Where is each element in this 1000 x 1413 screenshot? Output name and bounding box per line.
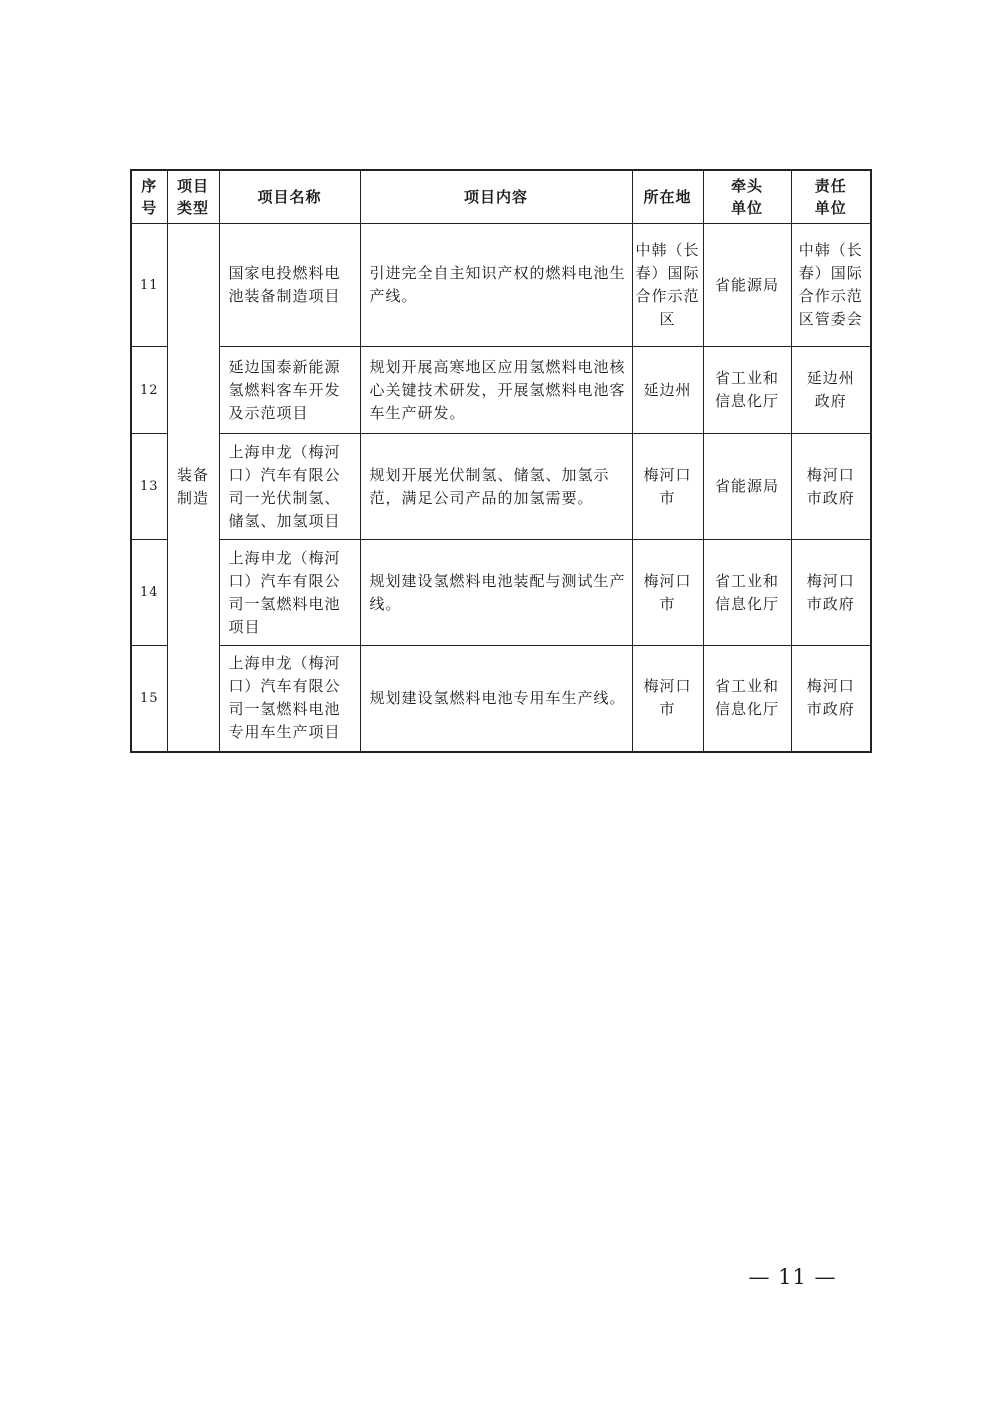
header-lead: 牵头单位 [703,170,791,224]
table-header-row [131,170,871,224]
table-row [131,347,871,434]
header-type: 项目类型 [167,170,219,224]
row-content: 规划开展高寒地区应用氢燃料电池核心关键技术研发，开展氢燃料电池客车生产研发。 [360,347,632,434]
row-lead: 省能源局 [703,434,791,540]
row-lead: 省工业和信息化厅 [703,347,791,434]
row-name: 上海申龙（梅河口）汽车有限公司一氢燃料电池专用车生产项目 [219,646,360,752]
row-responsible: 梅河口市政府 [791,540,871,646]
row-seq: 14 [131,540,167,646]
row-seq: 13 [131,434,167,540]
header-location: 所在地 [632,170,703,224]
row-lead: 省能源局 [703,224,791,347]
row-content: 规划建设氢燃料电池专用车生产线。 [360,646,632,752]
row-location: 延边州 [632,347,703,434]
row-responsible: 梅河口市政府 [791,646,871,752]
header-seq: 序号 [131,170,167,224]
row-seq: 11 [131,224,167,347]
header-name: 项目名称 [219,170,360,224]
row-seq: 15 [131,646,167,752]
row-location: 梅河口市 [632,540,703,646]
table-row [131,224,871,347]
page-number: — 11 — [748,1265,837,1289]
row-location: 中韩（长春）国际合作示范区 [632,224,703,347]
row-name: 上海申龙（梅河口）汽车有限公司一光伏制氢、储氢、加氢项目 [219,434,360,540]
row-responsible: 中韩（长春）国际合作示范区管委会 [791,224,871,347]
row-location: 梅河口市 [632,646,703,752]
row-seq: 12 [131,347,167,434]
project-type-label: 装备制造 [176,466,209,508]
table-row [131,646,871,752]
table-row [131,434,871,540]
row-lead: 省工业和信息化厅 [703,540,791,646]
row-name: 上海申龙（梅河口）汽车有限公司一氢燃料电池项目 [219,540,360,646]
row-content: 规划建设氢燃料电池装配与测试生产线。 [360,540,632,646]
table-row [131,540,871,646]
row-location: 梅河口市 [632,434,703,540]
project-type-cell [167,224,219,752]
project-table [130,169,872,753]
header-responsible: 责任单位 [791,170,871,224]
row-content: 规划开展光伏制氢、储氢、加氢示范，满足公司产品的加氢需要。 [360,434,632,540]
row-content: 引进完全自主知识产权的燃料电池生产线。 [360,224,632,347]
row-responsible: 延边州政府 [791,347,871,434]
row-name: 国家电投燃料电池装备制造项目 [219,224,360,347]
row-responsible: 梅河口市政府 [791,434,871,540]
row-name: 延边国泰新能源氢燃料客车开发及示范项目 [219,347,360,434]
header-content: 项目内容 [360,170,632,224]
row-lead: 省工业和信息化厅 [703,646,791,752]
